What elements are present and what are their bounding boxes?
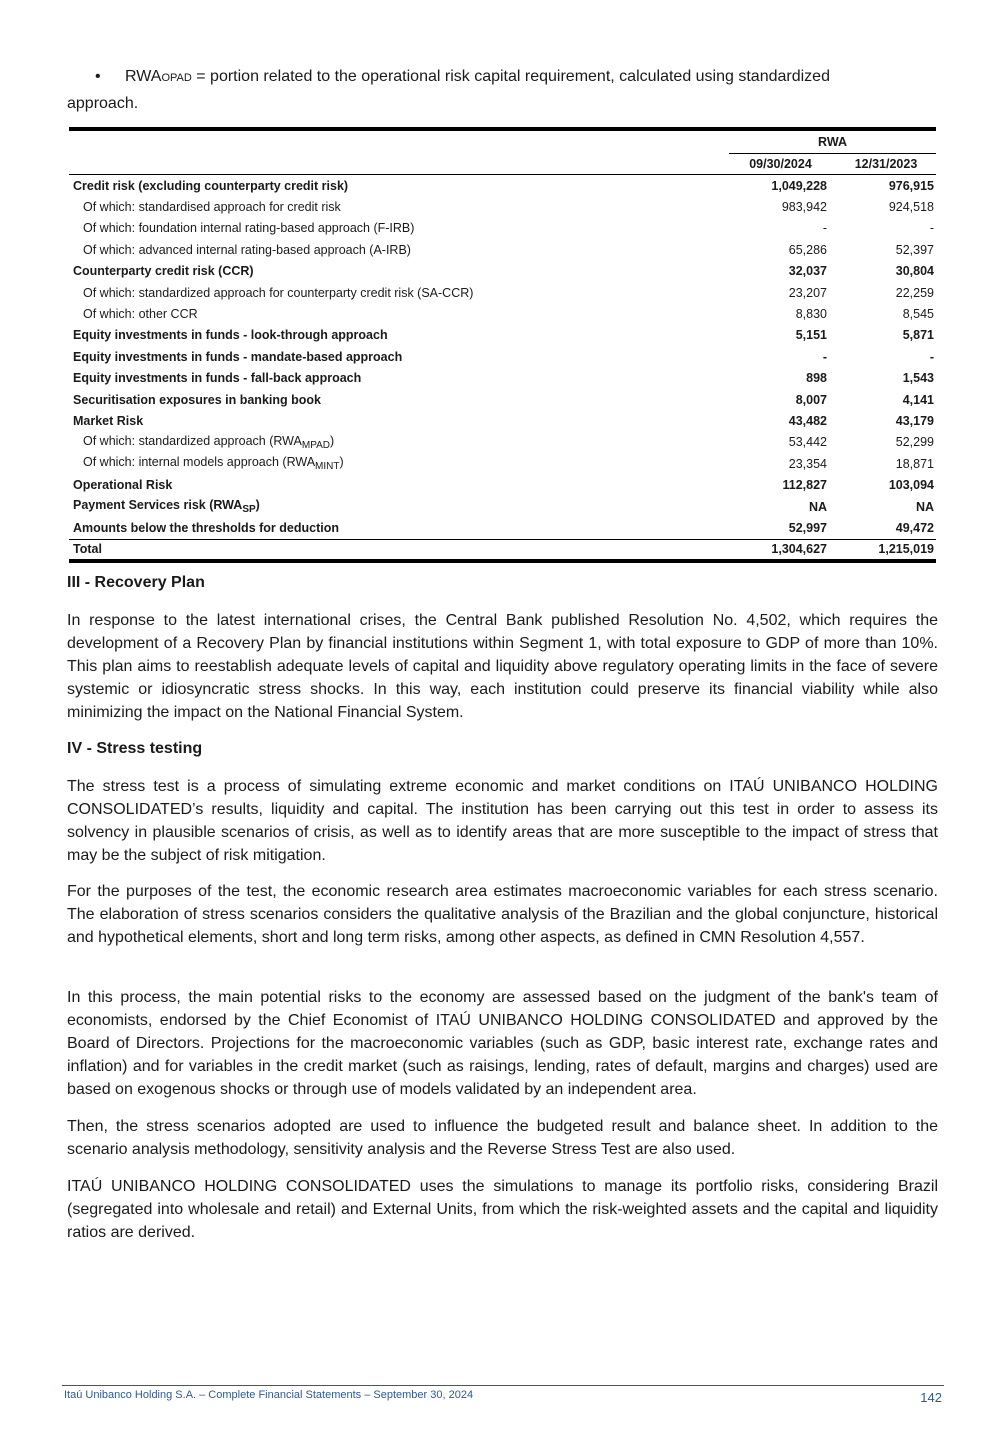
row-value-2023: 52,299 [895,435,934,450]
row-label [69,389,729,410]
row-value-2024: 53,442 [788,435,827,450]
table-row [69,517,936,539]
row-label-text: Payment Services risk (RWA [73,498,243,513]
table-row [69,410,936,431]
row-value-2024: 23,354 [788,456,827,471]
row-label [69,474,729,495]
row-label [69,432,729,453]
row-value-2024: 52,997 [788,520,827,535]
stress-paragraph-3: In this process, the main potential risks to the economy are assessed based on the judgment of the bank's team of economists, endorsed by the Chief Economist of ITAÚ UNIBANCO HOLDING CONSOLIDATED and approved by the Board of Directors. Projections for the macroeconomic variables (such as GDP, basic interest rate, exchange rates and inflation) and for variables in the credit market (such as raisings, lending, rates of default, margins and charges) used are based on exogenous shocks or through use of models validated by an independent area. [67,989,938,1098]
row-value-2024: 1,304,627 [729,539,832,561]
column-header-2024: 09/30/2024 [729,154,832,175]
row-label [69,410,729,431]
table-row [69,261,936,282]
table-body [69,175,936,561]
row-label-text: Equity investments in funds - look-through approach [73,328,388,343]
row-label-text: Of which: other CCR [83,307,198,322]
table-row [69,368,936,389]
row-value-2023: 1,215,019 [836,539,936,561]
row-value-2024: - [822,349,827,364]
row-value-2024: 32,037 [788,264,827,279]
row-value-2024: 112,827 [782,478,827,493]
row-value-2023: 18,871 [895,456,934,471]
footer-divider [62,1385,944,1386]
row-value-2023: 976,915 [888,178,934,193]
row-value-2023: 4,141 [902,392,934,407]
row-label-text: Operational Risk [73,478,173,493]
row-label [69,325,729,346]
bullet-dot: • [95,68,101,85]
table-row [69,239,936,260]
row-label-text: Of which: standardized approach for counterparty credit risk (SA-CCR) [83,285,474,300]
stress-paragraph-2: For the purposes of the test, the economic research area estimates macroeconomic variables for each stress scenario. The elaboration of stress scenarios considers the qualitative analysis of the Brazilian and the global conjuncture, historical and hypothetical elements, short and long term risks, among other aspects, as defined in CMN Resolution 4,557. [67,883,938,946]
page-number: 142 [920,1390,942,1405]
recovery-plan-heading: III - Recovery Plan [67,574,205,591]
row-value-2023: 52,397 [895,242,934,257]
row-label [69,303,729,324]
row-label-text: Credit risk (excluding counterparty credit risk) [73,178,349,193]
row-value-2023: NA [915,499,934,514]
row-label-text: Securitisation exposures in banking book [73,392,321,407]
bullet-line-2: approach. [67,95,139,112]
row-label [69,496,729,517]
row-label-suffix: ) [330,433,335,448]
bullet-text: = portion related to the operational risk capital requirement, calculated using standardized [191,68,830,85]
stress-paragraph-1: The stress test is a process of simulating extreme economic and market conditions on ITAÚ UNIBANCO HOLDING CONSOLIDATED’s results, liquidity and capital. The institution has been carrying out this test in order to assess its solvency in plausible scenarios of crisis, as well as to identify areas that are more susceptible to the impact of stress that may be the subject of risk mitigation. [67,778,938,864]
row-value-2023: 8,545 [902,307,934,322]
row-label-text: Of which: internal models approach (RWA [83,455,316,470]
row-label-text: Total [73,542,102,557]
table-group-header: RWA [729,131,936,154]
rwa-table [69,127,936,563]
row-value-2023: 30,804 [895,264,934,279]
bullet-line-1 [67,64,938,91]
row-value-2023: 103,094 [888,478,934,493]
row-label-suffix: ) [339,455,344,470]
table-row [69,325,936,346]
row-value-2024: NA [808,499,827,514]
stress-paragraph-4: Then, the stress scenarios adopted are used to influence the budgeted result and balance sheet. In addition to the scenario analysis methodology, sensitivity analysis and the Reverse Stress Test are also used. [67,1118,938,1158]
row-value-2024: 983,942 [781,200,827,215]
table-row [69,389,936,410]
table-row [69,218,936,239]
table-row [69,474,936,495]
table-row [69,303,936,324]
row-label [69,239,729,260]
recovery-plan-paragraph: In response to the latest international crises, the Central Bank published Resolution No. 4,502, which requires the development of a Recovery Plan by financial institutions within Segment 1, with total exposure to GDP of more than 10%. This plan aims to reestablish adequate levels of capital and liquidity above regulatory operating limits in the face of severe systemic or idiosyncratic stress shocks. In this way, each institution could preserve its financial viability while also minimizing the impact on the National Financial System. [67,612,938,721]
table-row [69,196,936,217]
row-value-2023: - [929,349,934,364]
row-label [69,517,729,539]
row-value-2023: 924,518 [888,200,934,215]
row-value-2023: - [929,221,934,236]
row-label [69,453,729,474]
row-label-text: Equity investments in funds - mandate-based approach [73,349,403,364]
row-label-text: Market Risk [73,413,144,428]
stress-paragraph-5: ITAÚ UNIBANCO HOLDING CONSOLIDATED uses the simulations to manage its portfolio risks, considering Brazil (segregated into wholesale and retail) and External Units, from which the risk-weighted assets and the capital and liquidity ratios are derived. [67,1178,938,1241]
row-label [69,539,729,561]
row-label-text: Of which: foundation internal rating-based approach (F-IRB) [83,221,415,236]
row-value-2024: 1,049,228 [771,178,827,193]
row-label-text: Of which: standardised approach for credit risk [83,200,341,215]
row-label [69,196,729,217]
row-label [69,175,729,197]
row-value-2023: 22,259 [895,285,934,300]
row-value-2023: 43,179 [895,413,934,428]
table-row [69,432,936,453]
rwa-opad-bullet [67,64,938,117]
stress-testing-heading: IV - Stress testing [67,740,203,757]
footer-text: Itaú Unibanco Holding S.A. – Complete Financial Statements – September 30, 2024 [64,1389,474,1401]
bullet-term-subscript: OPAD [161,72,192,84]
row-label-text: Equity investments in funds - fall-back approach [73,371,362,386]
bullet-term: RWA [125,68,162,85]
row-label [69,261,729,282]
row-label [69,368,729,389]
row-value-2024: 23,207 [788,285,827,300]
row-label-subscript: SP [242,504,256,516]
row-value-2024: 8,830 [795,307,827,322]
table-row [69,346,936,367]
table-row [69,175,936,197]
row-label-subscript: MPAD [301,439,331,451]
row-label-text: Of which: advanced internal rating-based approach (A-IRB) [83,242,411,257]
row-label-text: Amounts below the thresholds for deduction [73,520,339,535]
row-label-suffix: ) [255,498,260,513]
table-row [69,282,936,303]
row-value-2024: 8,007 [795,392,827,407]
row-value-2024: 898 [806,371,827,386]
row-value-2023: 49,472 [895,520,934,535]
column-header-2023: 12/31/2023 [836,154,936,175]
row-label-subscript: MINT [315,461,340,473]
row-value-2024: 5,151 [795,328,827,343]
row-label-text: Of which: standardized approach (RWA [83,433,302,448]
table-row [69,453,936,474]
row-value-2023: 5,871 [902,328,934,343]
row-label [69,282,729,303]
row-label [69,218,729,239]
row-value-2023: 1,543 [902,371,934,386]
row-value-2024: 65,286 [788,242,827,257]
row-label-text: Counterparty credit risk (CCR) [73,264,254,279]
table-row [69,539,936,561]
row-label [69,346,729,367]
row-value-2024: - [822,221,827,236]
row-value-2024: 43,482 [788,413,827,428]
table-row [69,496,936,517]
